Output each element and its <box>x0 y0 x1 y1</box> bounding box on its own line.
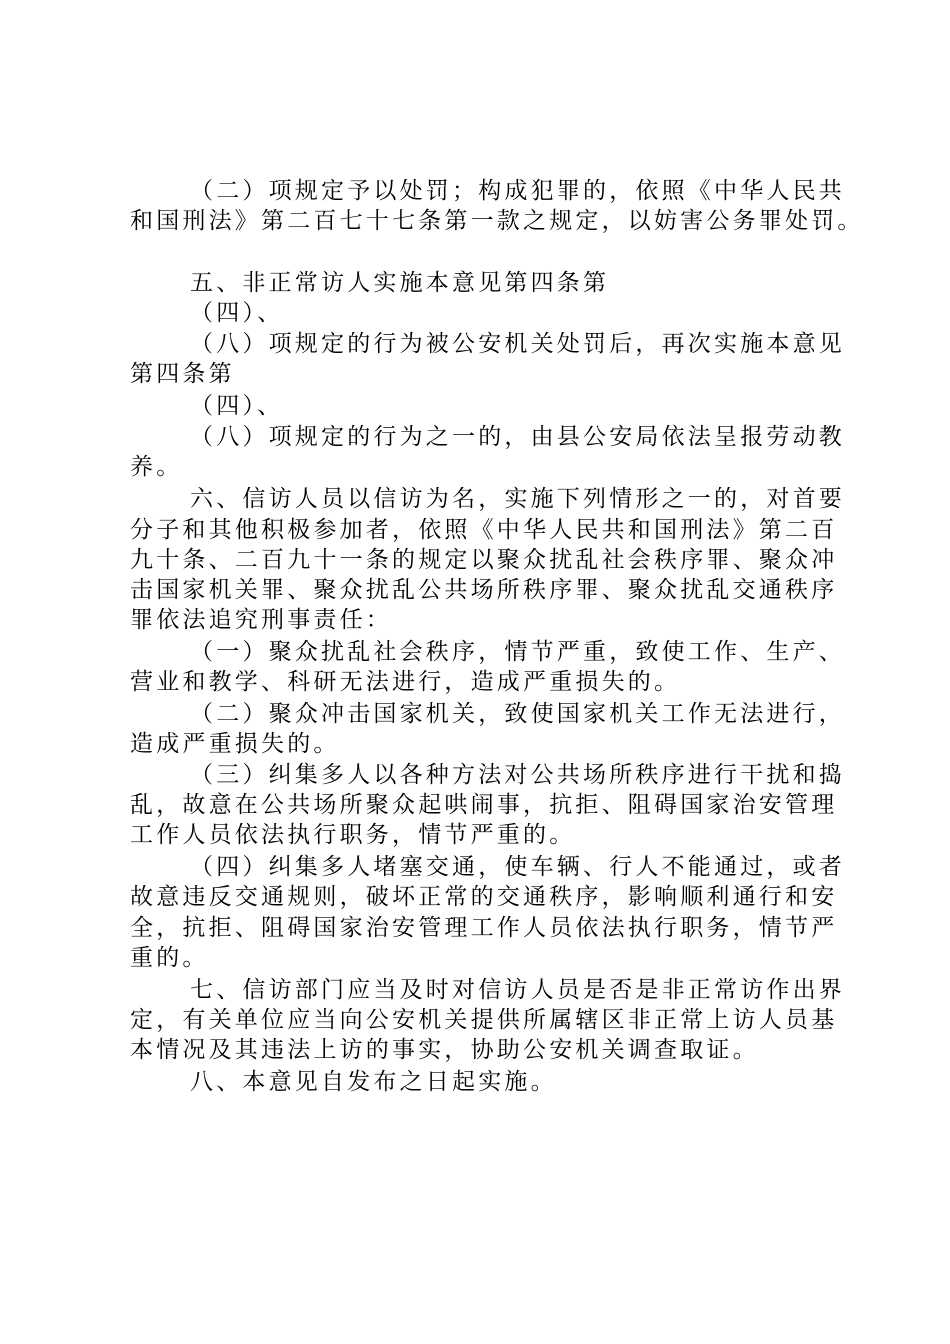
paragraph-line: （八）项规定的行为被公安机关处罚后，再次实施本意见 <box>190 331 845 357</box>
paragraph-line: （四）、 <box>190 393 284 419</box>
paragraph-line: 定，有关单位应当向公安机关提供所属辖区非正常上访人员基 <box>130 1007 838 1033</box>
paragraph-line: 造成严重损失的。 <box>130 731 340 757</box>
paragraph-line: 九十条、二百九十一条的规定以聚众扰乱社会秩序罪、聚众冲 <box>130 547 838 573</box>
paragraph-line: （二）项规定予以处罚；构成犯罪的，依照《中华人民共 <box>190 178 845 204</box>
paragraph-line: （四）、 <box>190 300 284 326</box>
paragraph-line: 营业和教学、科研无法进行，造成严重损失的。 <box>130 669 681 695</box>
paragraph-line: 罪依法追究刑事责任： <box>130 607 392 633</box>
paragraph-line: 击国家机关罪、聚众扰乱公共场所秩序罪、聚众扰乱交通秩序 <box>130 577 838 603</box>
paragraph-line: 第四条第 <box>130 361 235 387</box>
paragraph-line: 六、信访人员以信访为名，实施下列情形之一的，对首要 <box>190 486 845 512</box>
paragraph-line: （一）聚众扰乱社会秩序，情节严重，致使工作、生产、 <box>190 639 845 665</box>
paragraph-line: 全，抗拒、阻碍国家治安管理工作人员依法执行职务，情节严 <box>130 915 838 941</box>
paragraph-line: 故意违反交通规则，破坏正常的交通秩序，影响顺利通行和安 <box>130 884 838 910</box>
paragraph-line: （二）聚众冲击国家机关，致使国家机关工作无法进行， <box>190 701 845 727</box>
paragraph-line: 五、非正常访人实施本意见第四条第 <box>190 270 610 296</box>
paragraph-line: 养。 <box>130 454 183 480</box>
paragraph-line: 和国刑法》第二百七十七条第一款之规定，以妨害公务罪处罚。 <box>130 208 864 234</box>
paragraph-line: 乱，故意在公共场所聚众起哄闹事，抗拒、阻碍国家治安管理 <box>130 792 838 818</box>
paragraph-line: 工作人员依法执行职务，情节严重的。 <box>130 822 576 848</box>
paragraph-line: 重的。 <box>130 945 209 971</box>
paragraph-line: 分子和其他积极参加者，依照《中华人民共和国刑法》第二百 <box>130 517 838 543</box>
paragraph-line: （八）项规定的行为之一的，由县公安局依法呈报劳动教 <box>190 424 845 450</box>
paragraph-line: 八、本意见自发布之日起实施。 <box>190 1069 557 1095</box>
paragraph-line: （三）纠集多人以各种方法对公共场所秩序进行干扰和捣 <box>190 762 845 788</box>
paragraph-line: 七、信访部门应当及时对信访人员是否是非正常访作出界 <box>190 977 845 1003</box>
paragraph-line: （四）纠集多人堵塞交通，使车辆、行人不能通过，或者 <box>190 854 845 880</box>
paragraph-line: 本情况及其违法上访的事实，协助公安机关调查取证。 <box>130 1037 759 1063</box>
